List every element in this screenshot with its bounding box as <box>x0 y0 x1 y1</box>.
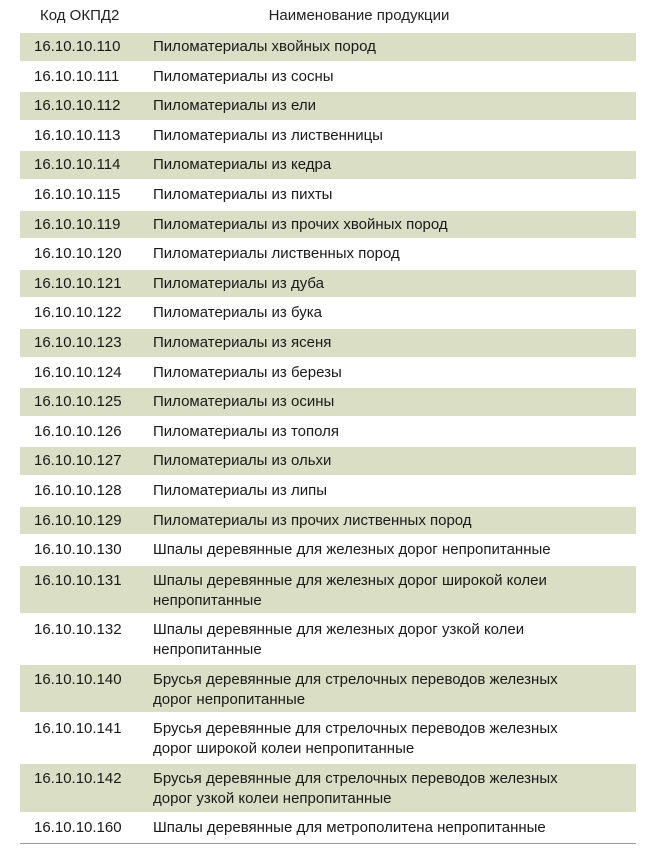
row-code: 16.10.10.129 <box>34 511 122 529</box>
table-row <box>20 327 636 357</box>
row-code: 16.10.10.127 <box>34 452 122 470</box>
table-row <box>20 564 636 614</box>
row-name: Пиломатериалы из березы <box>153 363 342 381</box>
table-row <box>20 209 636 239</box>
row-name: Пиломатериалы из дуба <box>153 274 324 292</box>
table-row <box>20 534 636 564</box>
row-code: 16.10.10.160 <box>34 818 122 836</box>
table-row <box>20 386 636 416</box>
table-row <box>20 90 636 120</box>
row-name: Пиломатериалы из лиственницы <box>153 126 383 144</box>
row-name-line-2: дорог широкой колеи непропитанные <box>153 740 415 758</box>
row-code: 16.10.10.122 <box>34 304 122 322</box>
row-name: Пиломатериалы из кедра <box>153 156 332 174</box>
table-row <box>20 268 636 298</box>
table-row <box>20 238 636 268</box>
row-code: 16.10.10.142 <box>34 770 122 788</box>
table-row <box>20 179 636 209</box>
row-code: 16.10.10.110 <box>34 38 121 55</box>
row-code: 16.10.10.121 <box>34 274 122 292</box>
row-code: 16.10.10.128 <box>34 481 122 499</box>
row-name: Пиломатериалы из осины <box>153 393 335 411</box>
table-header <box>20 0 636 31</box>
table-row <box>20 505 636 535</box>
table-row <box>20 712 636 762</box>
row-name-line-1: Шпалы деревянные для железных дорог широкой колеи <box>153 571 547 589</box>
table-row <box>20 61 636 91</box>
okpd2-table <box>20 0 636 844</box>
table-row <box>20 416 636 446</box>
table-row <box>20 120 636 150</box>
row-code: 16.10.10.141 <box>34 720 122 738</box>
row-code: 16.10.10.119 <box>34 215 121 233</box>
row-name: Шпалы деревянные для метрополитена непропитанные <box>153 818 546 836</box>
table-row <box>20 812 636 842</box>
row-name: Пиломатериалы из ясеня <box>153 333 332 351</box>
table-row <box>20 149 636 179</box>
table-row <box>20 663 636 713</box>
row-code: 16.10.10.113 <box>34 126 121 144</box>
row-code: 16.10.10.112 <box>34 97 121 115</box>
table-row <box>20 475 636 505</box>
row-name <box>153 665 636 710</box>
row-name-line-2: дорог узкой колеи непропитанные <box>153 790 392 808</box>
row-name-line-2: непропитанные <box>153 591 262 609</box>
row-code: 16.10.10.126 <box>34 422 122 440</box>
row-name-line-1: Брусья деревянные для стрелочных переводов железных <box>153 670 558 688</box>
row-name <box>153 764 636 809</box>
row-name-line-1: Брусья деревянные для стрелочных переводов железных <box>153 770 558 788</box>
row-code: 16.10.10.114 <box>34 156 121 174</box>
table-bottom-rule <box>20 843 636 844</box>
row-name: Пиломатериалы из прочих хвойных пород <box>153 215 448 233</box>
table-row <box>20 613 636 663</box>
row-name <box>153 714 636 759</box>
row-code: 16.10.10.125 <box>34 393 122 411</box>
table-row <box>20 445 636 475</box>
row-name: Пиломатериалы из сосны <box>153 67 334 85</box>
row-name: Пиломатериалы из пихты <box>153 185 333 203</box>
table-body <box>20 31 636 841</box>
header-code: Код ОКПД2 <box>40 7 120 24</box>
row-name: Пиломатериалы из ели <box>153 97 316 115</box>
row-code: 16.10.10.140 <box>34 670 122 688</box>
row-name: Пиломатериалы из тополя <box>153 422 340 440</box>
row-code: 16.10.10.132 <box>34 621 122 639</box>
row-name-line-1: Шпалы деревянные для железных дорог узкой колеи <box>153 621 525 639</box>
row-name: Пиломатериалы из липы <box>153 481 328 499</box>
row-name: Пиломатериалы из прочих лиственных пород <box>153 511 472 529</box>
row-name-line-2: дорог непропитанные <box>153 690 306 708</box>
table-row <box>20 297 636 327</box>
row-code: 16.10.10.131 <box>34 571 122 589</box>
row-name: Пиломатериалы лиственных пород <box>153 245 400 263</box>
table-row <box>20 357 636 387</box>
table-row <box>20 762 636 812</box>
row-code: 16.10.10.124 <box>34 363 122 381</box>
row-code: 16.10.10.130 <box>34 541 122 559</box>
row-name: Пиломатериалы хвойных пород <box>153 38 376 55</box>
row-name-line-2: непропитанные <box>153 641 262 659</box>
row-name <box>153 615 636 660</box>
header-name: Наименование продукции <box>268 7 450 24</box>
row-name: Шпалы деревянные для железных дорог непропитанные <box>153 541 551 559</box>
row-name: Пиломатериалы из бука <box>153 304 322 322</box>
row-code: 16.10.10.123 <box>34 333 122 351</box>
table-row <box>20 31 636 61</box>
row-name: Пиломатериалы из ольхи <box>153 452 332 470</box>
row-code: 16.10.10.111 <box>34 67 120 85</box>
row-code: 16.10.10.120 <box>34 245 122 263</box>
row-name-line-1: Брусья деревянные для стрелочных переводов железных <box>153 720 558 738</box>
row-code: 16.10.10.115 <box>34 185 121 203</box>
row-name <box>153 566 636 611</box>
